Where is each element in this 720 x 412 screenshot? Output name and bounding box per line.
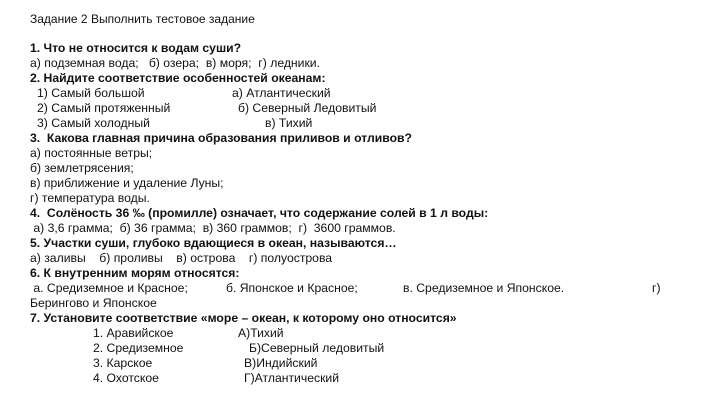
q2-left-1: 1) Самый большой: [37, 86, 145, 100]
question-1: 1. Что не относится к водам суши?: [30, 41, 242, 55]
q3-option-c: в) приближение и удаление Луны;: [30, 176, 224, 190]
q6-option-d-continuation: Берингово и Японское: [30, 296, 157, 310]
q3-option-b: б) землетрясения;: [30, 161, 134, 175]
question-2: 2. Найдите соответствие особенностей океанам:: [30, 71, 326, 85]
q7-right-1: А)Тихий: [238, 326, 284, 340]
question-1-options: а) подземная вода; б) озера; в) моря; г) ледники.: [30, 56, 320, 70]
q6-option-d: г): [652, 281, 661, 295]
q2-right-3: в) Тихий: [265, 116, 313, 130]
q7-right-3: В)Индийский: [244, 356, 318, 370]
question-7: 7. Установите соответствие «море – океан, к которому оно относится»: [30, 311, 457, 325]
question-5: 5. Участки суши, глубоко вдающиеся в океан, называются…: [30, 236, 397, 250]
q2-right-1: а) Атлантический: [232, 86, 331, 100]
q7-right-4: Г)Атлантический: [244, 371, 340, 385]
q7-right-2: Б)Северный ледовитый: [249, 341, 385, 355]
q2-left-2: 2) Самый протяженный: [37, 101, 171, 115]
question-4: 4. Солёность 36 ‰ (промилле) означает, что содержание солей в 1 л воды:: [30, 206, 489, 220]
q6-option-a: а. Средиземное и Красное;: [30, 281, 188, 295]
q7-left-3: 3. Карское: [93, 356, 153, 370]
question-5-options: а) заливы б) проливы в) острова г) полуострова: [30, 251, 333, 265]
q3-option-d: г) температура воды.: [30, 191, 150, 205]
q7-left-2: 2. Средиземное: [93, 341, 184, 355]
task-header: Задание 2 Выполнить тестовое задание: [30, 12, 255, 26]
q6-option-c: в. Средиземное и Японское.: [403, 281, 565, 295]
q2-left-3: 3) Самый холодный: [37, 116, 150, 130]
question-6: 6. К внутренним морям относятся:: [30, 266, 240, 280]
question-4-options: а) 3,6 грамма; б) 36 грамма; в) 360 граммов; г) 3600 граммов.: [30, 221, 396, 235]
q7-left-1: 1. Аравийское: [93, 326, 174, 340]
q3-option-a: а) постоянные ветры;: [30, 146, 153, 160]
q6-option-b: б. Японское и Красное;: [226, 281, 358, 295]
question-3: 3. Какова главная причина образования приливов и отливов?: [30, 131, 412, 145]
q2-right-2: б) Северный Ледовитый: [238, 101, 377, 115]
q7-left-4: 4. Охотское: [93, 371, 159, 385]
